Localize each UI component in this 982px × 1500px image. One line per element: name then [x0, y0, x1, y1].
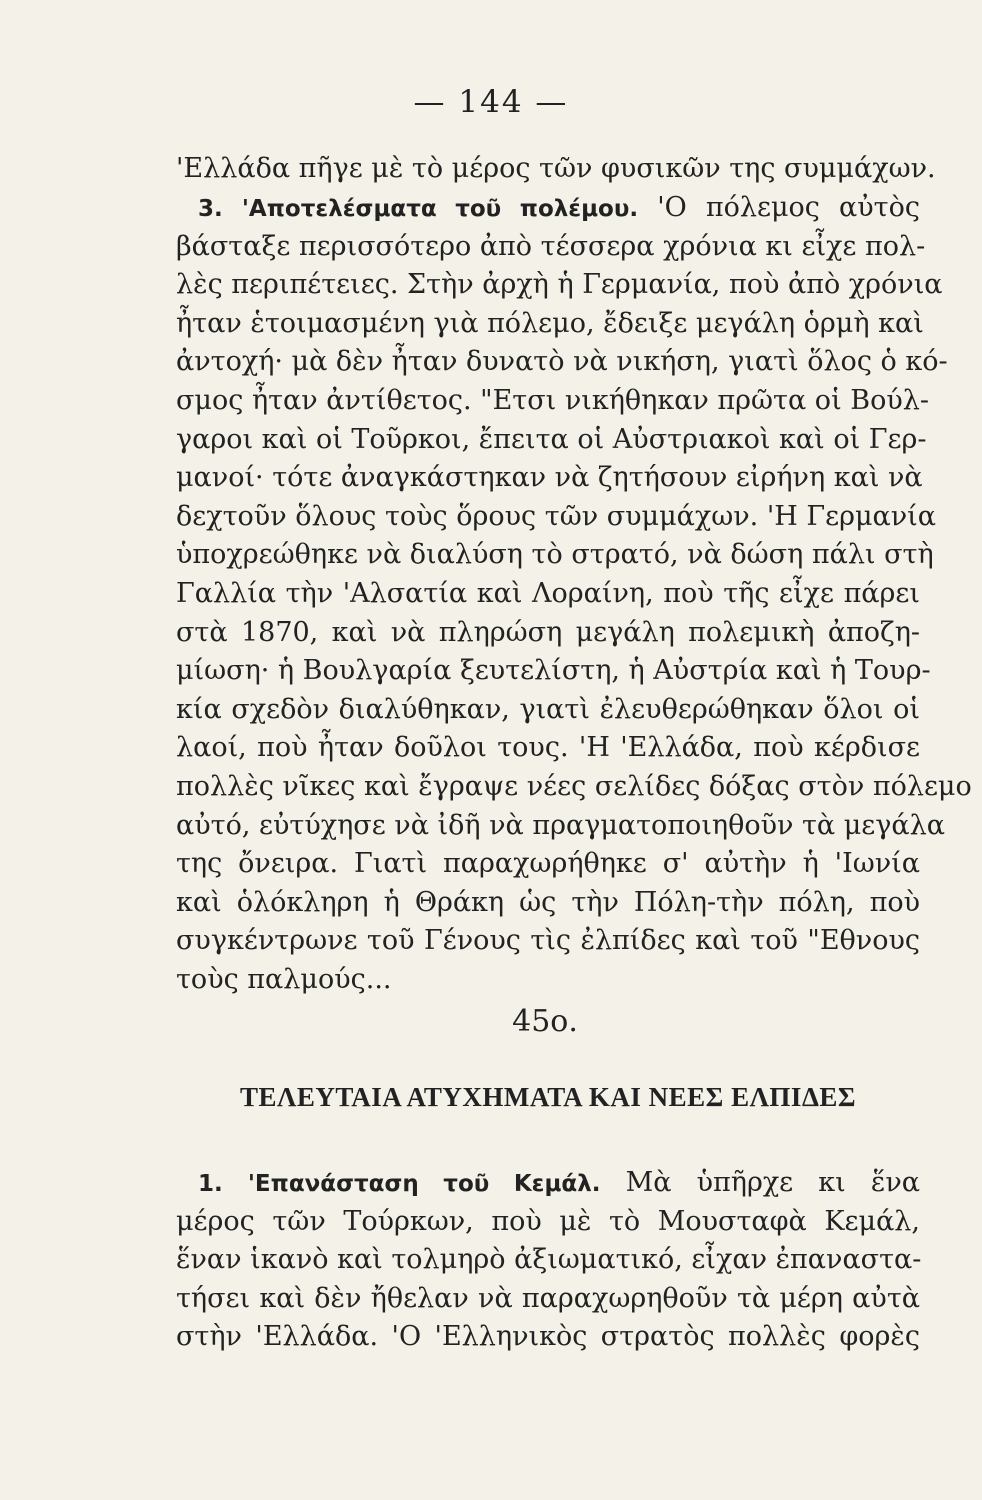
text-line: τοὺς παλμούς... — [176, 963, 392, 995]
paragraph-first-line — [176, 189, 920, 228]
text-line: μανοί· τότε ἀναγκάστηκαν νὰ ζητήσουν εἰρήνη καὶ νὰ — [176, 462, 923, 494]
subsection-number: 1. — [198, 1171, 223, 1197]
paragraph-first-line — [176, 1164, 920, 1203]
text-line: στὰ 1870, καὶ νὰ πληρώση μεγάλη πολεμικὴ ἀποζη- — [176, 616, 920, 648]
text-line: πολλὲς νῖκες καὶ ἔγραψε νέες σελίδες δόξας στὸν πόλεμο — [176, 770, 972, 802]
text-line: της ὄνειρα. Γιατὶ παραχωρήθηκε σ' αὐτὴν ἡ 'Ιωνία — [176, 848, 920, 880]
subsection-title: 'Αποτελέσματα τοῦ πολέμου. — [241, 196, 639, 222]
text-line: συγκέντρωνε τοῦ Γένους τὶς ἐλπίδες καὶ τοῦ "Εθνους — [176, 925, 920, 957]
text-line: Γαλλία τὴν 'Αλσατία καὶ Λοραίνη, ποὺ τῆς εἶχε πάρει — [176, 577, 920, 609]
subsection-title: 'Επανάσταση τοῦ Κεμάλ. — [247, 1171, 601, 1197]
text-line: λαοί, ποὺ ἦταν δοῦλοι τους. 'Η 'Ελλάδα, ποὺ κέρδισε — [176, 732, 920, 764]
text-span: 'Ο πόλεμος αὐτὸς — [657, 192, 920, 223]
paragraph-kemal-revolution — [176, 1164, 920, 1357]
text-line: κία σχεδὸν διαλύθηκαν, γιατὶ ἐλευθερώθηκαν ὅλοι οἱ — [176, 693, 920, 725]
paragraph-results-of-war — [176, 189, 972, 999]
text-line: αὐτό, εὐτύχησε νὰ ἰδῆ νὰ πραγματοποιηθοῦν τὰ μεγάλα — [176, 809, 945, 841]
text-line: σμος ἦταν ἀντίθετος. "Ετσι νικήθηκαν πρῶτα οἱ Βούλ- — [176, 384, 929, 416]
text-span: Μὰ ὑπῆρχε κι ἕνα — [625, 1167, 920, 1198]
paragraph-continuation — [176, 150, 936, 189]
text-line: γαροι καὶ οἱ Τοῦρκοι, ἔπειτα οἱ Αὐστριακοὶ καὶ οἱ Γερ- — [176, 423, 927, 455]
text-line: μίωση· ἡ Βουλγαρία ξευτελίστη, ἡ Αὐστρία καὶ ἡ Τουρ- — [176, 655, 931, 687]
text-line: ἕναν ἱκανὸ καὶ τολμηρὸ ἀξιωματικό, εἶχαν ἐπαναστα- — [176, 1244, 922, 1276]
text-line: ἦταν ἑτοιμασμένη γιὰ πόλεμο, ἔδειξε μεγάλη ὁρμὴ καὶ — [176, 307, 924, 339]
text-line: δεχτοῦν ὅλους τοὺς ὅρους τῶν συμμάχων. 'Η Γερμανία — [176, 500, 936, 532]
text-line: καὶ ὁλόκληρη ἡ Θράκη ὡς τὴν Πόλη-τὴν πόλη, ποὺ — [176, 886, 920, 918]
page-number: — 144 — — [413, 84, 569, 120]
text-line: ὑποχρεώθηκε νὰ διαλύση τὸ στρατό, νὰ δώση πάλι στὴ — [176, 539, 934, 571]
lesson-number: 45ο. — [512, 1004, 578, 1039]
text-line: τήσει καὶ δὲν ἤθελαν νὰ παραχωρηθοῦν τὰ μέρη αὐτὰ — [176, 1282, 920, 1314]
subsection-number: 3. — [198, 196, 223, 222]
text-line: 'Ελλάδα πῆγε μὲ τὸ μέρος τῶν φυσικῶν της συμμάχων. — [176, 153, 936, 184]
text-line: στὴν 'Ελλάδα. 'Ο 'Ελληνικὸς στρατὸς πολλὲς φορὲς — [176, 1321, 920, 1353]
chapter-title: ΤΕΛΕΥΤΑΙΑ ΑΤΥΧΗΜΑΤΑ ΚΑΙ ΝΕΕΣ ΕΛΠΙΔΕΣ — [239, 1082, 857, 1112]
text-line: λὲς περιπέτειες. Στὴν ἀρχὴ ἡ Γερμανία, ποὺ ἀπὸ χρόνια — [176, 269, 943, 301]
text-line: μέρος τῶν Τούρκων, ποὺ μὲ τὸ Μουσταφὰ Κεμάλ, — [176, 1205, 920, 1237]
text-line: ἀντοχή· μὰ δὲν ἦταν δυνατὸ νὰ νικήση, γιατὶ ὅλος ὁ κό- — [176, 346, 948, 378]
text-line: βάσταξε περισσότερο ἀπὸ τέσσερα χρόνια κι εἶχε πολ- — [176, 230, 926, 262]
